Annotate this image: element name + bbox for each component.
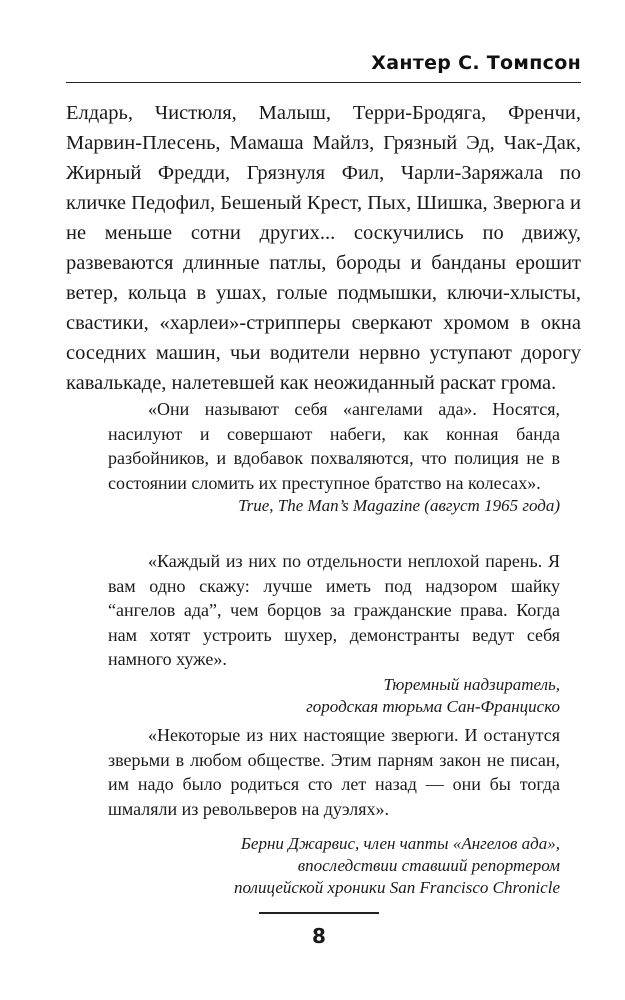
- running-head-author: Хантер С. Томпсон: [371, 52, 581, 74]
- body-paragraph: Елдарь, Чистюля, Малыш, Терри-Бродяга, Френчи, Марвин-Плесень, Мамаша Майлз, Грязный Эд, Чак-Дак, Жирный Фредди, Грязнуля Фил, Чарли-Заряжала по кличке Педофил, Бешеный Крест, Пых, Шишка, Зверюга и не меньше сотни других... соскучились по движу, развеваются длинные патлы, бороды и банданы ерошит ветер, кольца в ушах, голые подмышки, ключи-хлысты, свастики, «харлеи»-стрипперы сверкают хромом в окна соседних машин, чьи водители нервно уступают дорогу кавалькаде, налетевшей как неожиданный раскат грома.: [66, 102, 581, 394]
- quote-text: «Каждый из них по отдельности неплохой парень. Я вам одно скажу: лучше иметь под надзором шайку “ангелов ада”, чем борцов за гражданские права. Когда нам хотят устроить шухер, демонстранты ведут себя намного хуже».: [108, 551, 560, 669]
- header-rule: [66, 82, 581, 83]
- footer-rule: [259, 912, 379, 914]
- attribution-line: Тюремный надзиратель,: [383, 674, 560, 694]
- quote-text: «Они называют себя «ангелами ада». Носятся, насилуют и совершают набеги, как конная банда разбойников, и вдобавок похваляются, что полиция не в состоянии сломить их преступное братство на колесах».: [108, 399, 560, 493]
- quote-attribution: [108, 674, 560, 718]
- page-number: 8: [312, 924, 326, 948]
- attribution-line: полицейской хроники San Francisco Chronicle: [233, 878, 560, 897]
- epigraph-quote-2: [108, 549, 560, 718]
- quote-attribution: [108, 833, 560, 899]
- attribution-line: впоследствии ставший репортером: [297, 856, 560, 875]
- attribution-line: True, The Man’s Magazine (август 1965 года): [238, 496, 560, 515]
- epigraph-quote-1: [108, 397, 560, 517]
- quote-text: «Некоторые из них настоящие зверюги. И останутся зверьми в любом обществе. Этим парням закон не писан, им надо было родиться сто лет назад — они бы тогда шмаляли из револьверов на дуэлях».: [108, 725, 560, 819]
- quote-attribution: [108, 495, 560, 517]
- attribution-line: Берни Джарвис, член чапты «Ангелов ада»,: [240, 834, 560, 853]
- attribution-line: городская тюрьма Сан-Франциско: [306, 696, 560, 716]
- epigraph-quote-3: [108, 723, 560, 899]
